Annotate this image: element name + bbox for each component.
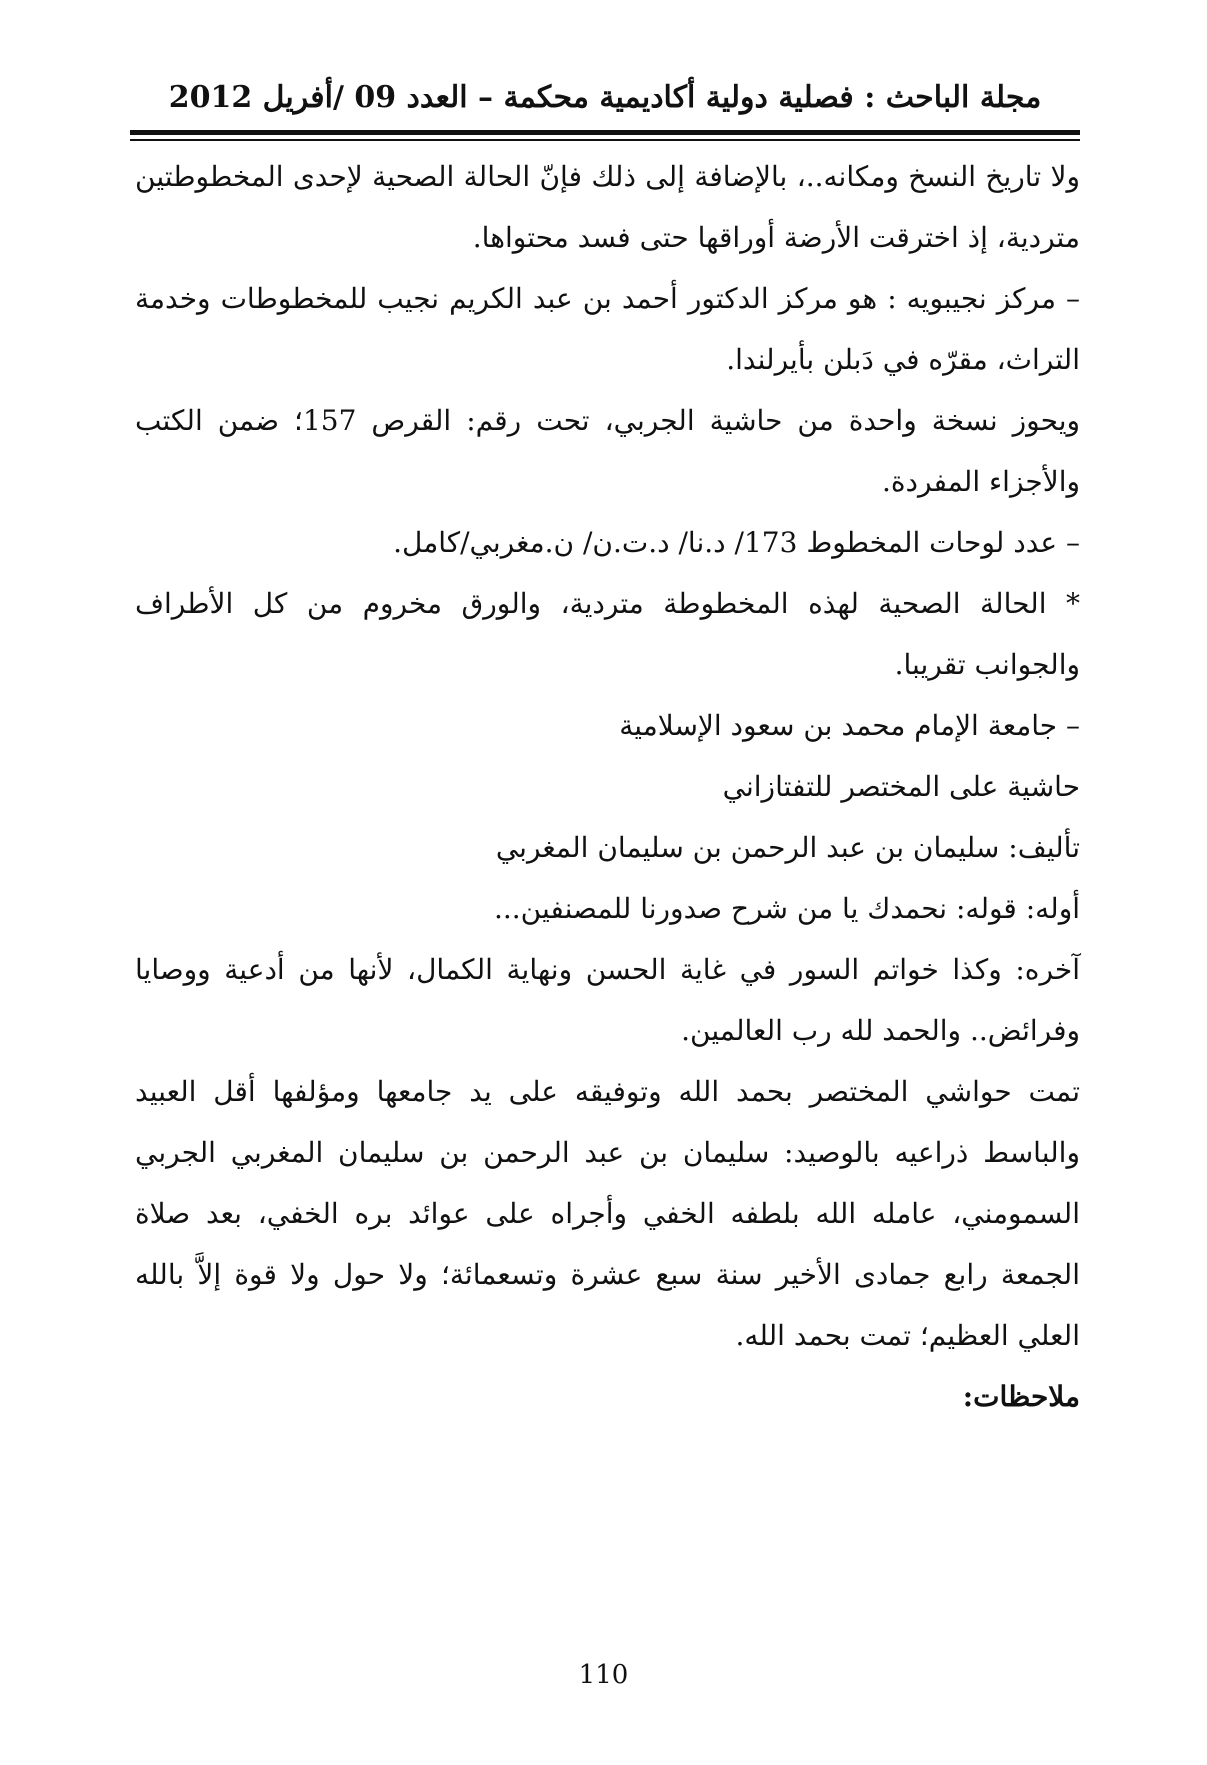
paragraph-book-title: حاشية على المختصر للتفتازاني [722,770,1080,803]
paragraph-najibawayh-copy: ويحوز نسخة واحدة من حاشية الجربي، تحت رقم: القرص 157؛ ضمن الكتب والأجزاء المفردة. [135,404,1081,498]
header-rule-thick [130,130,1080,135]
paragraph-colophon: تمت حواشي المختصر بحمد الله وتوفيقه على يد جامعها ومؤلفها أقل العبيد والباسط ذراعيه بالوصيد: سليمان بن عبد الرحمن بن سليمان المغربي الجربي السمومني، عامله الله بلطفه الخفي وأجراه على عوائد بره الخفي، بعد صلاة الجمعة رابع جمادى الأخير سنة سبع عشرة وتسعمائة؛ ولا حول ولا قوة إلاَّ بالله العلي العظيم؛ تمت بحمد الله. [135,1075,1080,1352]
paragraph-health-state: * الحالة الصحية لهذه المخطوطة متردية، والورق مخروم من كل الأطراف والجوانب تقريبا. [135,587,1080,681]
notes-heading: ملاحظات: [962,1380,1080,1413]
page-number: 110 [578,1660,629,1690]
journal-running-header: مجلة الباحث : فصلية دولية أكاديمية محكمة – العدد 09 /أفريل 2012 [168,80,1042,115]
paragraph-najibawayh-center: – مركز نجيبويه : هو مركز الدكتور أحمد بن عبد الكريم نجيب للمخطوطات وخدمة التراث، مقرّه في دَبلن بأيرلندا. [135,282,1080,376]
paragraph-university: – جامعة الإمام محمد بن سعود الإسلامية [619,709,1080,742]
body-text [135,146,1080,1427]
paragraph-explicit: آخره: وكذا خواتم السور في غاية الحسن ونهاية الكمال، لأنها من أدعية ووصايا وفرائض.. والحمد لله رب العالمين. [135,953,1080,1047]
paragraph-folio-count: – عدد لوحات المخطوط 173/ د.نا/ د.ت.ن/ ن.مغربي/كامل. [393,526,1080,559]
header-rule-thin [130,139,1080,141]
paragraph-manuscript-condition: ولا تاريخ النسخ ومكانه..، بالإضافة إلى ذلك فإنّ الحالة الصحية لإحدى المخطوطتين متردية، إذ اخترقت الأرضة أوراقها حتى فسد محتواها. [135,160,1080,254]
paragraph-incipit: أوله: قوله: نحمدك يا من شرح صدورنا للمصنفين... [493,892,1080,925]
paragraph-author: تأليف: سليمان بن عبد الرحمن بن سليمان المغربي [495,831,1080,864]
